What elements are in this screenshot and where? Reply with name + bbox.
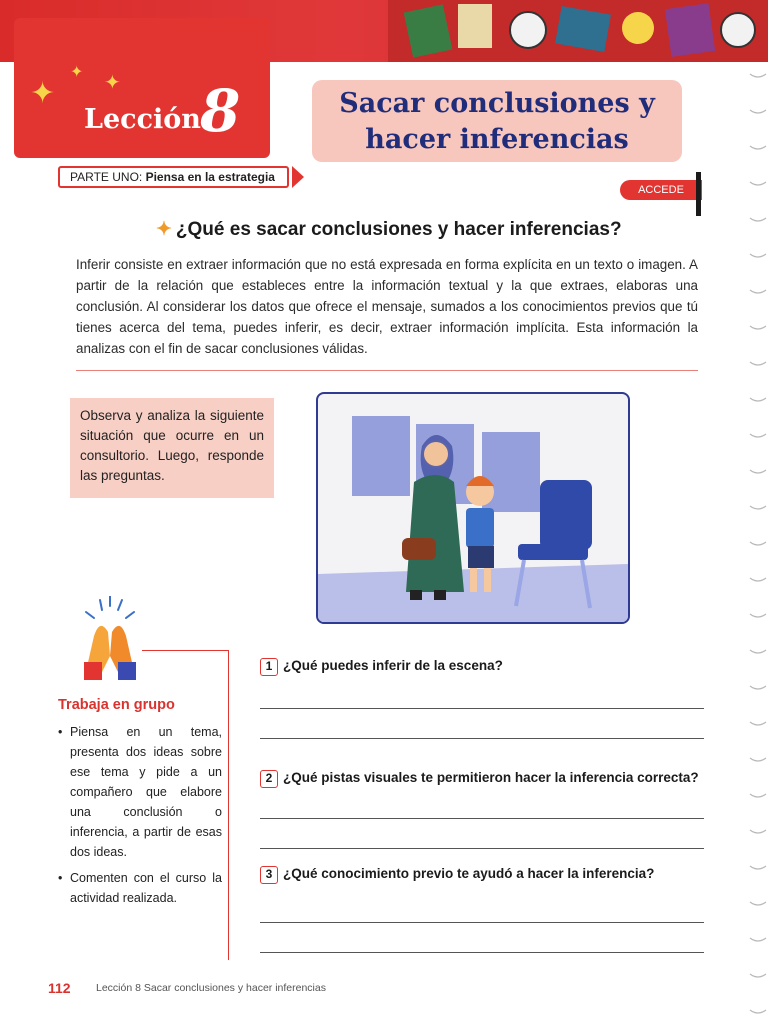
sparkle-icon: ✦ bbox=[70, 64, 84, 81]
title-line-2: hacer inferencias bbox=[365, 124, 629, 155]
answer-line[interactable] bbox=[260, 848, 704, 849]
part-prefix: PARTE UNO: bbox=[70, 170, 143, 184]
title-line-1: Sacar conclusiones y bbox=[339, 88, 655, 119]
page-title bbox=[312, 80, 682, 162]
footer-lesson: Lección 8 Sacar conclusiones y hacer inferencias bbox=[96, 982, 326, 994]
group-divider bbox=[142, 650, 228, 651]
question-number: 1 bbox=[260, 658, 278, 676]
part-tag bbox=[58, 166, 289, 188]
clinic-scene-illustration bbox=[316, 392, 630, 624]
group-divider-vertical bbox=[228, 650, 229, 960]
group-work-item: • Piensa en un tema, presenta dos ideas sobre ese tema y pide a un compañero que elabore una conclusión o inferencia, a partir de esas dos ideas. bbox=[58, 722, 222, 862]
observe-instruction-box: Observa y analiza la siguiente situación que ocurre en un consultorio. Luego, responde las preguntas. bbox=[70, 398, 274, 498]
divider bbox=[76, 370, 698, 371]
question-2: 2 ¿Qué pistas visuales te permitieron hacer la inferencia correcta? bbox=[260, 770, 699, 788]
group-work-title: Trabaja en grupo bbox=[58, 697, 175, 713]
star-icon: ✦ bbox=[156, 219, 172, 240]
sparkle-icon: ✦ bbox=[104, 72, 121, 94]
section-heading: ✦ ¿Qué es sacar conclusiones y hacer inferencias? bbox=[156, 219, 622, 240]
part-name: Piensa en la estrategia bbox=[145, 170, 275, 184]
lesson-number: 8 bbox=[200, 77, 241, 145]
part-tag-arrow bbox=[292, 166, 304, 188]
lesson-label: Lección bbox=[84, 104, 201, 135]
spiral-binding bbox=[740, 60, 768, 1020]
answer-line[interactable] bbox=[260, 952, 704, 953]
question-number: 2 bbox=[260, 770, 278, 788]
question-3: 3 ¿Qué conocimiento previo te ayudó a hacer la inferencia? bbox=[260, 866, 654, 884]
page-number: 112 bbox=[48, 980, 71, 996]
answer-line[interactable] bbox=[260, 922, 704, 923]
answer-line[interactable] bbox=[260, 818, 704, 819]
accede-flag bbox=[696, 172, 701, 216]
question-1: 1 ¿Qué puedes inferir de la escena? bbox=[260, 658, 503, 676]
answer-line[interactable] bbox=[260, 708, 704, 709]
high-five-icon bbox=[80, 596, 140, 680]
group-work-list bbox=[58, 722, 222, 914]
question-number: 3 bbox=[260, 866, 278, 884]
sparkle-icon: ✦ bbox=[30, 77, 56, 110]
accede-tab[interactable]: ACCEDE bbox=[620, 180, 702, 200]
intro-paragraph: Inferir consiste en extraer información que no está expresada en forma explícita en un texto o imagen. A partir de la relación que estableces entre la información textual y la que extraes, elaboras una conclusión. Al considerar los datos que ofrece el mensaje, sumados a los conocimientos previos que tú tienes acerca del tema, puedes inferir, es decir, extraer información implícita. Esta información la analizas con el fin de sacar conclusiones válidas. bbox=[76, 257, 698, 356]
school-supplies-illustration bbox=[388, 0, 768, 62]
group-work-item: • Comenten con el curso la actividad realizada. bbox=[58, 868, 222, 908]
answer-line[interactable] bbox=[260, 738, 704, 739]
